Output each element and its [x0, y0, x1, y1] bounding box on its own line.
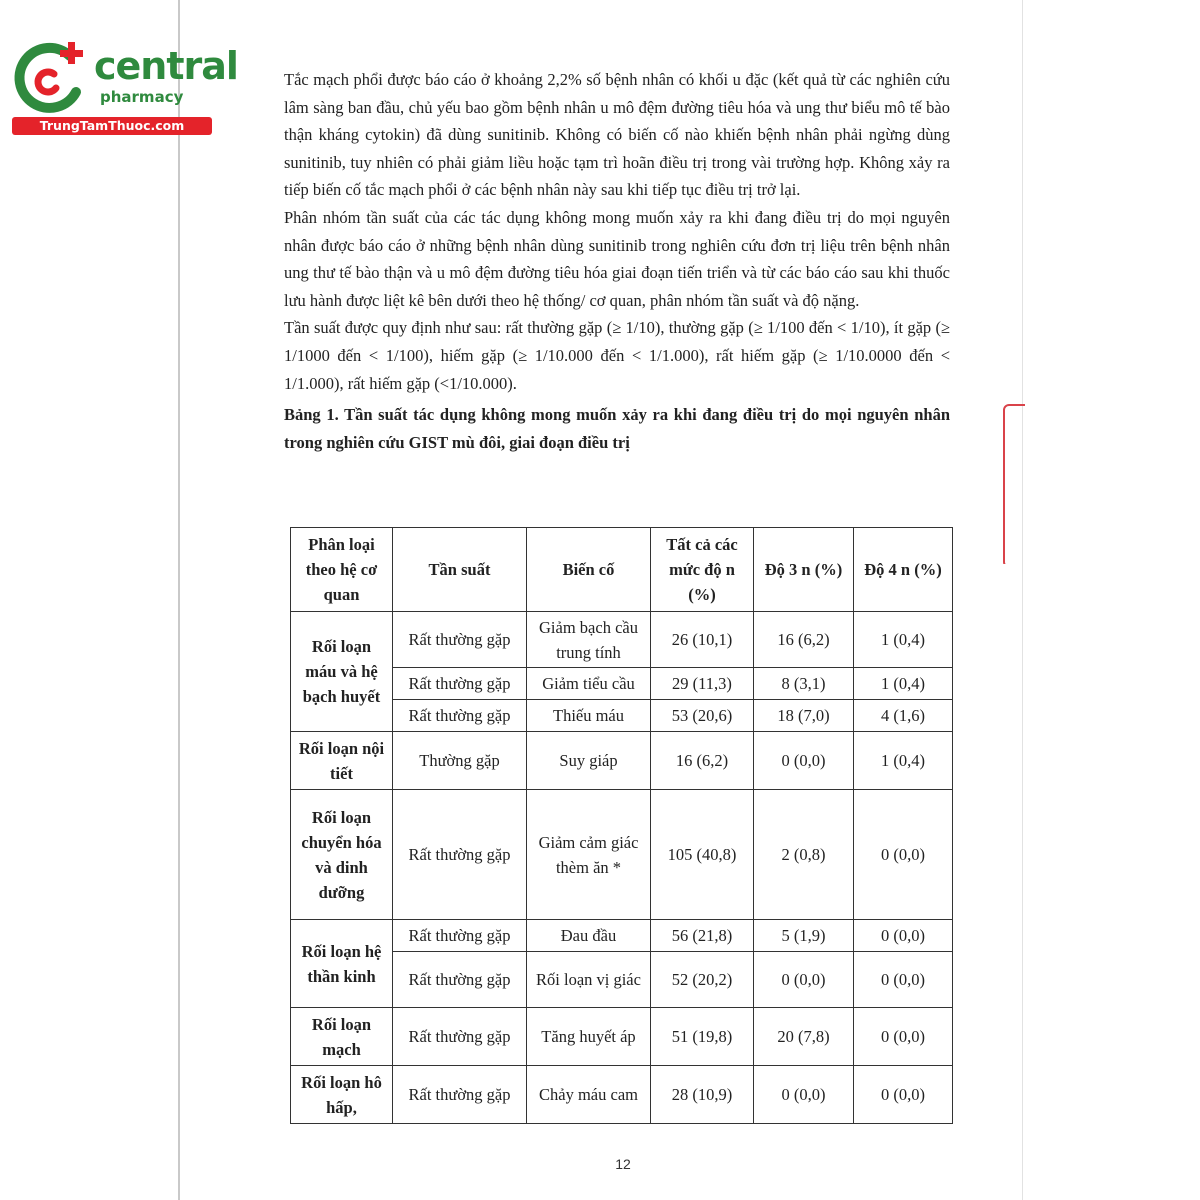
paragraph: Tần suất được quy định như sau: rất thường gặp (≥ 1/10), thường gặp (≥ 1/100 đến < 1/10), ít gặp (≥ 1/1000 đến < 1/100), hiếm gặp (≥ 1/10.000 đến < 1/1.000), rất hiếm gặp (≥ 1/10.0000 đến < 1/1.000), rất hiếm gặp (<1/10.000).	[284, 318, 950, 393]
grade3-cell: 5 (1,9)	[754, 920, 854, 952]
event-cell: Đau đầu	[527, 920, 651, 952]
frequency-cell: Rất thường gặp	[393, 668, 527, 700]
frequency-cell: Rất thường gặp	[393, 612, 527, 668]
grade4-cell: 1 (0,4)	[854, 612, 953, 668]
table-caption: Bảng 1. Tần suất tác dụng không mong muốn xảy ra khi đang điều trị do mọi nguyên nhân trong nghiên cứu GIST mù đôi, giai đoạn điều trị	[284, 405, 950, 452]
frequency-cell: Rất thường gặp	[393, 1066, 527, 1124]
event-cell: Giảm tiểu cầu	[527, 668, 651, 700]
event-cell: Thiếu máu	[527, 700, 651, 732]
all-grades-cell: 16 (6,2)	[651, 732, 754, 790]
event-cell: Chảy máu cam	[527, 1066, 651, 1124]
grade3-cell: 0 (0,0)	[754, 732, 854, 790]
frequency-cell: Rất thường gặp	[393, 920, 527, 952]
document-body	[284, 66, 950, 456]
all-grades-cell: 52 (20,2)	[651, 952, 754, 1008]
grade4-cell: 4 (1,6)	[854, 700, 953, 732]
page-number: 12	[615, 1156, 631, 1172]
event-cell: Giảm cảm giác thèm ăn *	[527, 790, 651, 920]
all-grades-cell: 26 (10,1)	[651, 612, 754, 668]
grade4-cell: 0 (0,0)	[854, 952, 953, 1008]
table-row	[291, 920, 953, 952]
paragraph: Tắc mạch phổi được báo cáo ở khoảng 2,2% số bệnh nhân có khối u đặc (kết quả từ các nghiên cứu lâm sàng ban đầu, chủ yếu bao gồm bệnh nhân u mô đệm đường tiêu hóa và ung thư biểu mô tế bào thận kháng cytokin) đã dùng sunitinib. Không có biến cố nào khiến bệnh nhân phải ngừng dùng sunitinib, tuy nhiên có phải giảm liều hoặc tạm trì hoãn điều trị trong vài trường hợp. Không xảy ra tiếp biến cố tắc mạch phổi ở các bệnh nhân này sau khi tiếp tục điều trị trở lại.	[284, 70, 950, 200]
all-grades-cell: 105 (40,8)	[651, 790, 754, 920]
grade4-cell: 0 (0,0)	[854, 1008, 953, 1066]
grade4-cell: 0 (0,0)	[854, 790, 953, 920]
table-header-row	[291, 528, 953, 612]
all-grades-cell: 53 (20,6)	[651, 700, 754, 732]
all-grades-cell: 56 (21,8)	[651, 920, 754, 952]
grade3-cell: 18 (7,0)	[754, 700, 854, 732]
frequency-cell: Rất thường gặp	[393, 1008, 527, 1066]
grade3-cell: 0 (0,0)	[754, 952, 854, 1008]
table-row	[291, 732, 953, 790]
event-cell: Giảm bạch cầu trung tính	[527, 612, 651, 668]
logo-name: central	[94, 44, 238, 88]
all-grades-cell: 29 (11,3)	[651, 668, 754, 700]
organ-system-cell: Rối loạn nội tiết	[291, 732, 393, 790]
logo-subtitle: pharmacy	[100, 88, 184, 106]
page-left-edge	[178, 0, 180, 1200]
column-header: Phân loại theo hệ cơ quan	[291, 528, 393, 612]
grade4-cell: 0 (0,0)	[854, 1066, 953, 1124]
pharmacy-logo-icon	[10, 38, 90, 118]
organ-system-cell: Rối loạn chuyển hóa và dinh dưỡng	[291, 790, 393, 920]
grade3-cell: 16 (6,2)	[754, 612, 854, 668]
grade3-cell: 2 (0,8)	[754, 790, 854, 920]
frequency-cell: Rất thường gặp	[393, 790, 527, 920]
table-row	[291, 790, 953, 920]
table-row	[291, 612, 953, 668]
table-row	[291, 1008, 953, 1066]
column-header: Tần suất	[393, 528, 527, 612]
event-cell: Suy giáp	[527, 732, 651, 790]
grade4-cell: 1 (0,4)	[854, 668, 953, 700]
organ-system-cell: Rối loạn hệ thần kinh	[291, 920, 393, 1008]
event-cell: Tăng huyết áp	[527, 1008, 651, 1066]
all-grades-cell: 28 (10,9)	[651, 1066, 754, 1124]
grade4-cell: 0 (0,0)	[854, 920, 953, 952]
red-stamp-fragment	[1003, 404, 1025, 564]
central-pharmacy-logo	[10, 38, 238, 138]
grade3-cell: 0 (0,0)	[754, 1066, 854, 1124]
event-cell: Rối loạn vị giác	[527, 952, 651, 1008]
frequency-cell: Rất thường gặp	[393, 952, 527, 1008]
column-header: Độ 4 n (%)	[854, 528, 953, 612]
table-row	[291, 1066, 953, 1124]
page-right-edge	[1022, 0, 1023, 1200]
paragraph: Phân nhóm tần suất của các tác dụng không mong muốn xảy ra khi đang điều trị do mọi nguyên nhân được báo cáo ở những bệnh nhân dùng sunitinib trong nghiên cứu đơn trị liệu trên bệnh nhân ung thư tế bào thận và u mô đệm đường tiêu hóa giai đoạn tiến triển và từ các báo cáo sau khi thuốc lưu hành được liệt kê bên dưới theo hệ thống/ cơ quan, phân nhóm tần suất và độ nặng.	[284, 207, 950, 310]
grade4-cell: 1 (0,4)	[854, 732, 953, 790]
column-header: Tất cả các mức độ n (%)	[651, 528, 754, 612]
frequency-cell: Rất thường gặp	[393, 700, 527, 732]
all-grades-cell: 51 (19,8)	[651, 1008, 754, 1066]
adverse-events-table	[290, 527, 953, 1124]
column-header: Độ 3 n (%)	[754, 528, 854, 612]
organ-system-cell: Rối loạn máu và hệ bạch huyết	[291, 612, 393, 732]
grade3-cell: 8 (3,1)	[754, 668, 854, 700]
logo-url-banner: TrungTamThuoc.com	[12, 117, 212, 135]
organ-system-cell: Rối loạn mạch	[291, 1008, 393, 1066]
grade3-cell: 20 (7,8)	[754, 1008, 854, 1066]
organ-system-cell: Rối loạn hô hấp,	[291, 1066, 393, 1124]
frequency-cell: Thường gặp	[393, 732, 527, 790]
column-header: Biến cố	[527, 528, 651, 612]
